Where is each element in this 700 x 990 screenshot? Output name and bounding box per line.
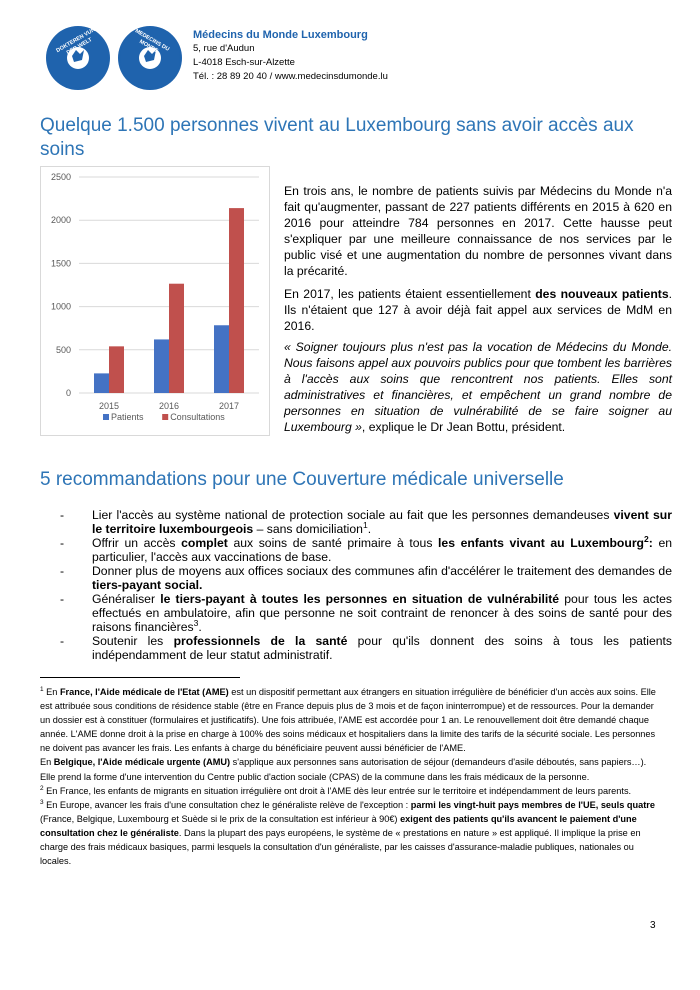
rec4-text: Généraliser	[92, 592, 161, 606]
footnote-separator	[40, 677, 240, 678]
x-tick-label: 2017	[218, 401, 240, 411]
rec1-bold: vivent sur le territoire luxembourgeois	[92, 508, 672, 536]
rec5-bold: professionnels de la santé	[173, 634, 348, 648]
rec2-colon: :	[648, 536, 653, 550]
logo2-text: MEDECINS DU MONDE	[133, 28, 171, 55]
address-line-1: 5, rue d'Audun	[193, 43, 255, 54]
bar-patients-2016	[154, 339, 169, 393]
rec2-bold-2: les enfants vivant au Luxembourg	[438, 536, 645, 550]
rec5-text: Soutenir les	[92, 634, 174, 648]
legend-swatch-consultations	[162, 414, 168, 420]
rec1-end: .	[367, 522, 372, 536]
y-tick-label: 0	[65, 388, 71, 398]
footnote-ref-3[interactable]: 3	[193, 617, 199, 628]
footnote-2	[40, 784, 660, 798]
bar-patients-2017	[214, 325, 229, 393]
recommendations-list	[60, 508, 672, 662]
list-dash: -	[60, 592, 65, 606]
rec1-text-2: – sans domiciliation	[253, 522, 363, 536]
footnote-1-marker: 1	[40, 685, 44, 693]
bar-consultations-2016	[169, 284, 184, 393]
paragraph-1: En trois ans, le nombre de patients suivis par Médecins du Monde n'a fait qu'augmenter, passant de 227 patients différents en 2015 à 620 en 2016 pour atteindre 784 personnes en 2017. Cette hausse peut s'expliquer par une meilleure connaissance de nos services par le public visé et une augmentation du nombre de personnes vivant dans la précarité.	[284, 184, 672, 278]
list-dash: -	[60, 634, 65, 648]
paragraph-3	[284, 339, 672, 435]
footnote-1b	[40, 755, 660, 783]
organization-header	[193, 28, 388, 84]
rec2-end: en particulier, l'accès aux vaccinations de base.	[92, 536, 672, 564]
organization-name: Médecins du Monde Luxembourg	[193, 29, 368, 41]
quote-attribution: , explique le Dr Jean Bottu, président.	[361, 420, 566, 434]
footnote-3	[40, 798, 660, 868]
list-dash: -	[60, 536, 65, 550]
legend-label-consultations: Consultations	[170, 412, 225, 422]
rec3-text: Donner plus de moyens aux offices sociaux des communes afin d'accélérer le traitement des demandes de	[92, 564, 672, 578]
list-item	[60, 533, 672, 564]
y-tick-label: 2000	[50, 215, 71, 226]
rec5-end: pour qu'ils donnent des soins à tous les patients indépendamment de leur statut administratif.	[92, 634, 673, 662]
list-item	[60, 564, 672, 592]
address-line-2: L-4018 Esch-sur-Alzette	[193, 57, 295, 68]
y-tick-label: 2500	[50, 172, 71, 182]
rec2-text: Offrir un accès	[92, 536, 182, 550]
footnote-ref-2[interactable]: 2	[644, 533, 649, 544]
list-item	[60, 634, 672, 662]
fn1-text: En	[43, 687, 60, 697]
fn1b-text: En	[40, 757, 54, 768]
section-heading-2: 5 recommandations pour une Couverture médicale universelle	[40, 469, 564, 490]
bar-chart	[40, 166, 270, 436]
y-tick-label: 1500	[50, 258, 71, 269]
rec2-bold: complet	[181, 536, 228, 550]
paragraph-2-text: En 2017, les patients étaient essentiellement	[284, 287, 536, 301]
list-item	[60, 592, 672, 634]
paragraph-2-bold: des nouveaux patients	[535, 287, 669, 301]
footnote-1	[40, 685, 660, 755]
y-tick-label: 500	[55, 344, 71, 355]
quote-text: « Soigner toujours plus n'est pas la vocation de Médecins du Monde. Nous faisons appel aux pouvoirs publics pour que tombent les barrières à l'accès aux soins que rencontrent nos patients. Elles sont administratives et financières, et empêchent un grand nombre de personnes en situation de vulnérabilité de se faire soigner au Luxembourg »	[284, 340, 672, 434]
legend-swatch-patients	[103, 414, 109, 420]
rec1-text: Lier l'accès au système national de protection sociale au fait que les personnes demandeuses	[92, 508, 614, 522]
fn3-text-2: (France, Belgique, Luxembourg et Suède si le prix de la consultation est inférieur à 90€)	[40, 813, 401, 824]
bar-chart-svg	[41, 167, 269, 435]
footnotes	[40, 685, 660, 868]
legend-label-patients: Patients	[111, 412, 144, 422]
footnote-3-marker: 3	[40, 798, 44, 806]
logo1-text: DOKTEREN VUN DER WELT	[55, 26, 97, 57]
fn3-bold-2: exigent des patients qu'ils avancent le paiement d'une consultation chez le généraliste	[40, 813, 637, 838]
footnote-ref-1[interactable]: 1	[362, 519, 368, 530]
fn3-bold: parmi les vingt-huit pays membres de l'UE, seuls quatre	[410, 799, 655, 810]
fn1-text-2: est un dispositif permettant aux étrangers en situation irrégulière de bénéficier d'un accès aux soins. Elle est attribuée sous conditions de résidence stable (être en France depuis plus de 3 mois et de façon ininterrompue) et de ressources. Pour la demander un dossier est à constituer (formulaires et justificatifs). Une fois attribuée, l'AME est accordée pour 1 an. Le renouvellement doit être demandé chaque année. L'AME donne droit à la prise en charge à 100% des soins médicaux et hospitaliers dans la limite des tarifs de la sécurité sociale. Les personnes ne doivent pas avancer les frais. Les enfants à charge du bénéficiaire peuvent aussi bénéficier de l'AME.	[40, 687, 656, 754]
rec4-text-2: pour tous les actes effectués en ambulatoire, afin que personne ne soit contraint de renoncer à des soins de santé pour des raisons financières	[92, 592, 672, 634]
fn1b-text-2: s'applique aux personnes sans autorisation de séjour (demandeurs d'asile déboutés, sans papiers…). Elle prend la forme d'une intervention du Centre public d'action sociale (CPAS) de la commune dans les frais médicaux de la personne.	[40, 757, 647, 782]
page-number: 3	[650, 920, 656, 931]
footnote-2-marker: 2	[40, 784, 44, 792]
y-tick-label: 1000	[50, 301, 71, 312]
rec3-bold: tiers-payant social.	[92, 578, 203, 592]
list-dash: -	[60, 508, 65, 522]
fn1-bold: France, l'Aide médicale de l'Etat (AME)	[59, 687, 229, 697]
fn1b-bold: Belgique, l'Aide médicale urgente (AMU)	[53, 757, 231, 768]
rec2-text-2: aux soins de santé primaire à tous	[227, 536, 439, 550]
fn3-text: En Europe, avancer les frais d'une consultation chez le généraliste relève de l'exception :	[43, 799, 411, 810]
section-heading-1: Quelque 1.500 personnes vivent au Luxembourg sans avoir accès aux soins	[40, 115, 634, 160]
bar-consultations-2015	[109, 346, 124, 393]
x-tick-label: 2016	[158, 401, 180, 411]
rec4-bold: le tiers-payant à toutes les personnes en situation de vulnérabilité	[160, 592, 560, 606]
list-item	[60, 508, 672, 536]
fn3-text-3: . Dans la plupart des pays européens, le système de « prestations en nature » est appliqué. Il implique la prise en charge des frais médicaux basiques, parmi lesquels la consultation d'un généraliste, par les caisses d'assurance-maladie publiques, nationales ou locales.	[40, 827, 641, 867]
contact-line: Tél. : 28 89 20 40 / www.medecinsdumonde.lu	[193, 71, 388, 82]
x-tick-label: 2015	[98, 401, 120, 411]
list-dash: -	[60, 564, 65, 578]
paragraph-2	[284, 286, 672, 334]
paragraph-2-text-end: . Ils n'étaient que 127 à avoir déjà fait appel aux services de MdM en 2016.	[284, 287, 673, 333]
rec4-end: .	[198, 620, 202, 634]
bar-patients-2015	[94, 373, 109, 393]
bar-consultations-2017	[229, 208, 244, 393]
fn2-text: En France, les enfants de migrants en situation irrégulière ont droit à l'AME dès leur entrée sur le territoire et indépendamment de leurs parents.	[43, 785, 632, 796]
